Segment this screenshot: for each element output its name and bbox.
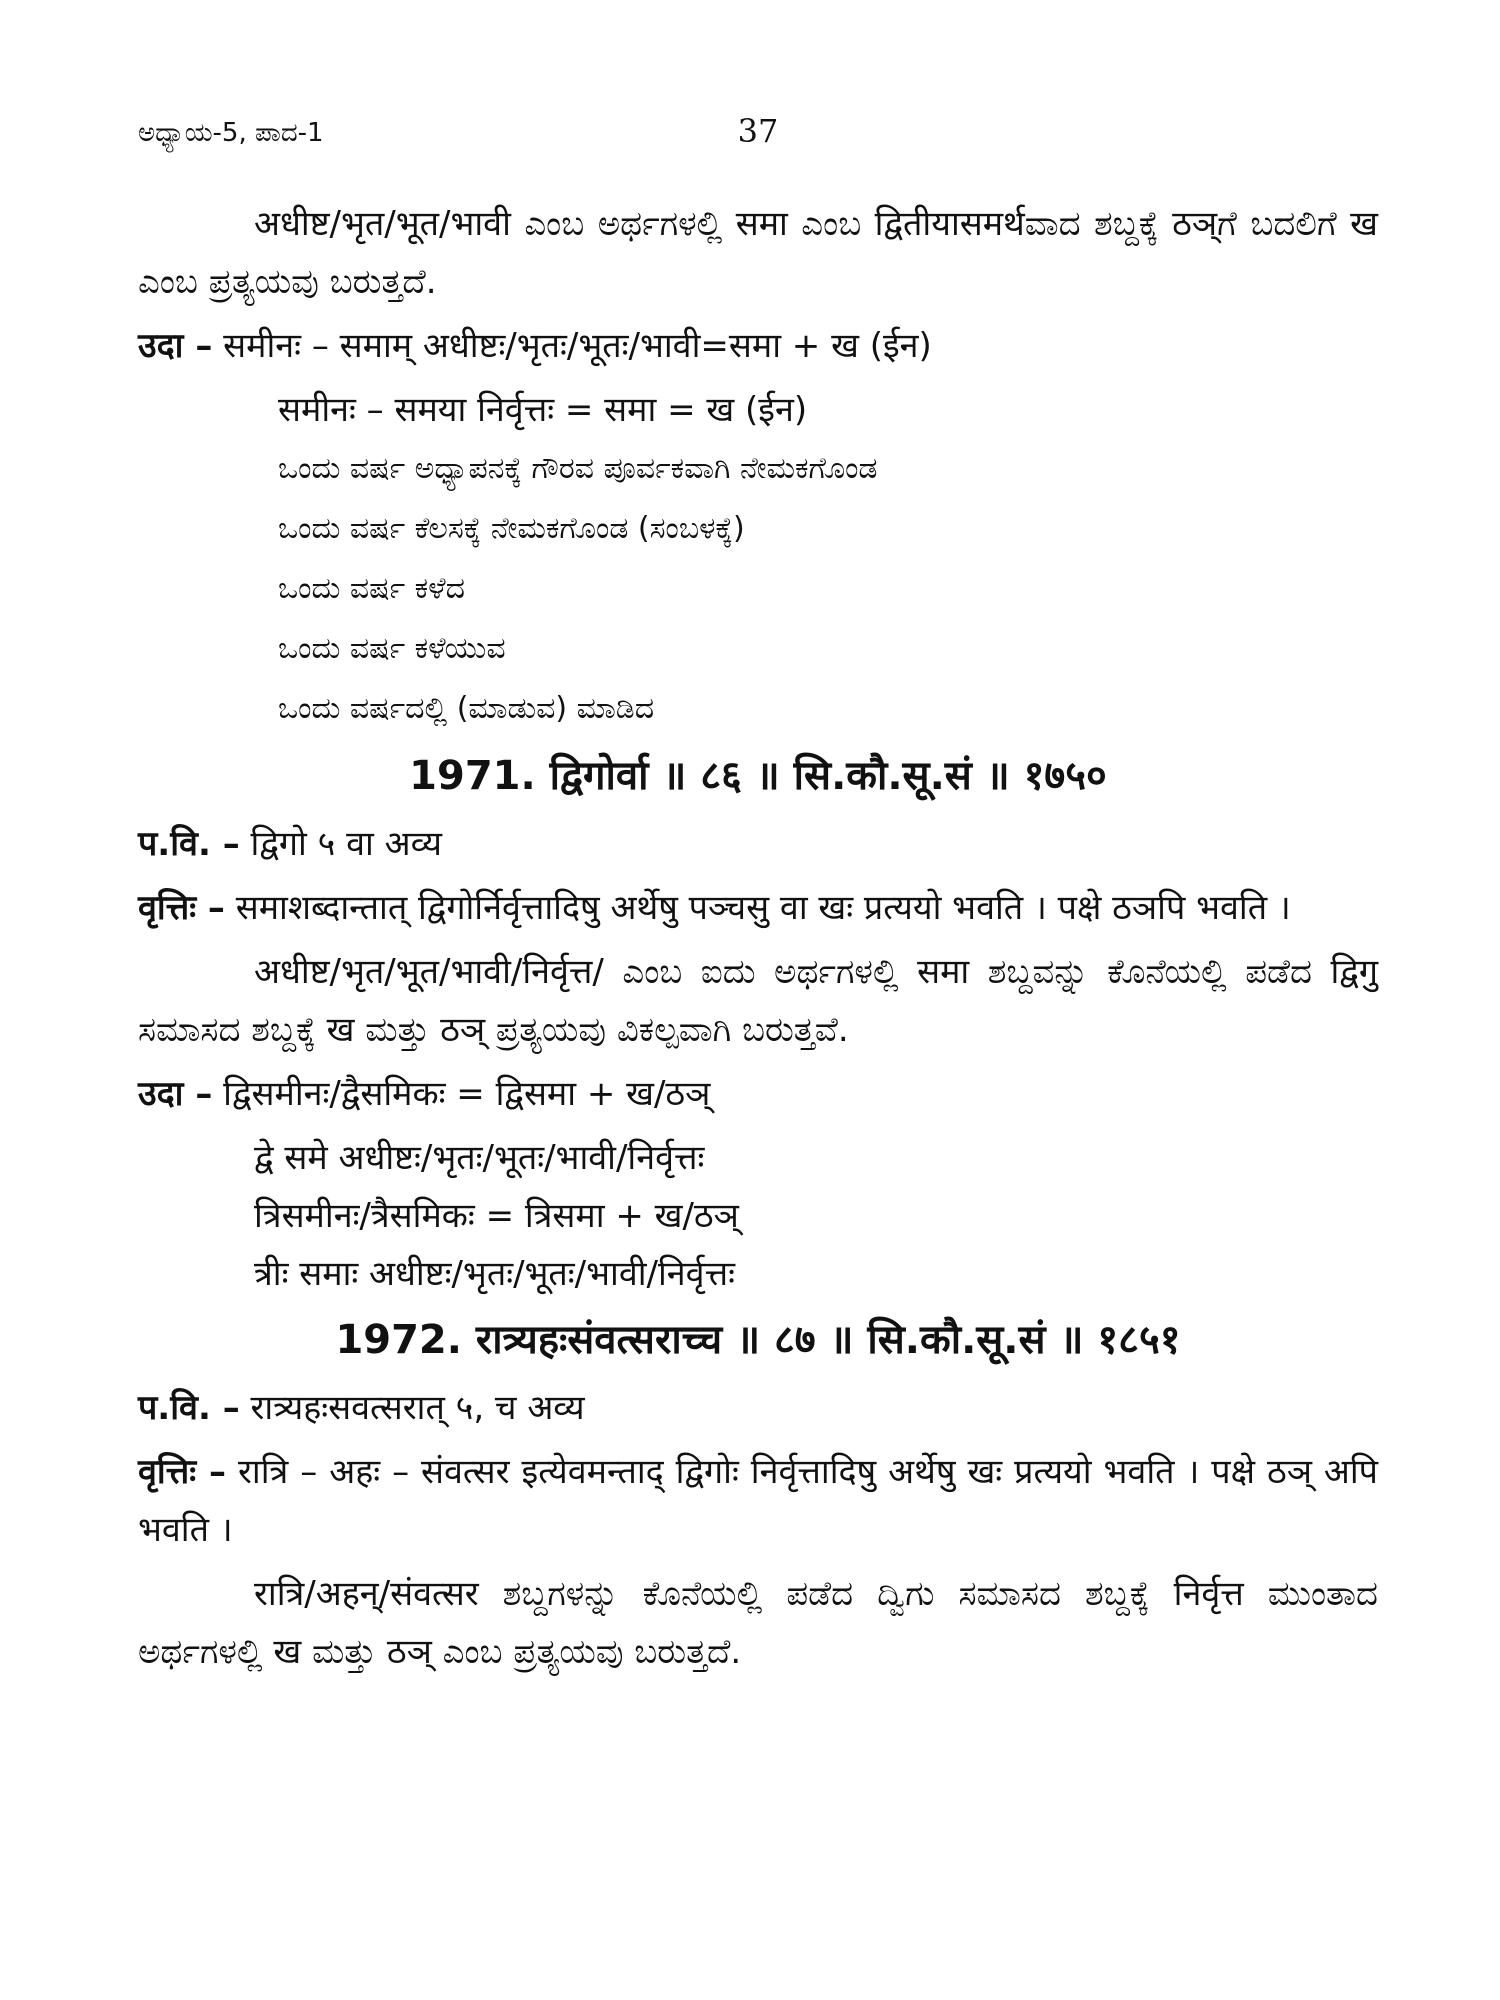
padaviveka-1971 bbox=[138, 815, 1378, 873]
explanation-1971: अधीष्ट/भृत/भूत/भावी/निर्वृत्त/ ಎಂಬ ಐದು ಅರ್ಥಗಳಲ್ಲಿ समा ಶಬ್ದವನ್ನು ಕೊನೆಯಲ್ಲಿ ಪಡೆದ द्विगु ಸಮಾಸದ ಶಬ್ದಕ್ಕೆ ख ಮತ್ತು ठञ् ಪ್ರತ್ಯಯವು ವಿಕಲ್ಪವಾಗಿ ಬರುತ್ತವೆ. bbox=[138, 952, 1378, 1050]
page-number: 37 bbox=[737, 112, 779, 150]
vritti-1971 bbox=[138, 879, 1378, 937]
padaviveka-text: द्विगो ५ वा अव्य bbox=[250, 824, 442, 864]
meaning-line: ಒಂದು ವರ್ಷ ಕೆಲಸಕ್ಕೆ ನೇಮಕಗೊಂಡ (ಸಂಬಳಕ್ಕೆ) bbox=[278, 511, 745, 546]
page-header bbox=[138, 112, 1378, 156]
meaning-line: ಒಂದು ವರ್ಷ ಅಧ್ಯಾಪನಕ್ಕೆ ಗೌರವ ಪೂರ್ವಕವಾಗಿ ನೇಮಕಗೊಂಡ bbox=[278, 451, 878, 486]
example-label: उदा – bbox=[138, 1074, 213, 1114]
example-text: द्विसमीनः/द्वैसमिकः = द्विसमा + ख/ठञ् bbox=[223, 1074, 711, 1114]
vritti-text: रात्रि – अहः – संवत्सर इत्येवमन्ताद् द्विगोः निर्वृत्तादिषु अर्थेषु खः प्रत्ययो भवति । पक्षे ठञ् अपि भवति । bbox=[138, 1452, 1378, 1550]
padaviveka-1972 bbox=[138, 1379, 1378, 1437]
chapter-label: ಅಧ್ಯಾಯ-5, ಪಾದ-1 bbox=[138, 118, 324, 148]
example-label: उदा – bbox=[138, 326, 213, 366]
example-line-2: समीनः – समया निर्वृत्तः = समा = ख (ईन) bbox=[278, 390, 808, 430]
sutra-heading-1972: 1972. रात्र्यहःसंवत्सराच्च ॥ ८७ ॥ सि.कौ.सू.सं ॥ १८५१ bbox=[335, 1317, 1181, 1363]
padaviveka-label: प.वि. – bbox=[138, 1388, 240, 1428]
vritti-text: समाशब्दान्तात् द्विगोर्निर्वृत्तादिषु अर्थेषु पञ्चसु वा खः प्रत्ययो भवति । पक्षे ठञपि भवति । bbox=[235, 888, 1291, 928]
intro-paragraph: अधीष्ट/भृत/भूत/भावी ಎಂಬ ಅರ್ಥಗಳಲ್ಲಿ समा ಎಂಬ द्वितीयासमर्थವಾದ ಶಬ್ದಕ್ಕೆ ठञ्‌ಗೆ ಬದಲಿಗೆ ख ಎಂಬ ಪ್ರತ್ಯಯವು ಬರುತ್ತದೆ. bbox=[138, 204, 1378, 302]
example-1971-line-1 bbox=[138, 1065, 1378, 1123]
example-1971-line: द्वे समे अधीष्टः/भृतः/भूतः/भावी/निर्वृत्तः bbox=[254, 1138, 705, 1178]
page-content bbox=[138, 195, 1378, 1687]
padaviveka-label: प.वि. – bbox=[138, 824, 240, 864]
example-line-1 bbox=[138, 317, 1378, 375]
example-text: समीनः – समाम् अधीष्टः/भृतः/भूतः/भावी=समा + ख (ईन) bbox=[223, 326, 932, 366]
meaning-line: ಒಂದು ವರ್ಷ ಕಳೆದ bbox=[278, 571, 466, 606]
vritti-label: वृत्तिः – bbox=[138, 1452, 227, 1492]
vritti-label: वृत्तिः – bbox=[138, 888, 225, 928]
explanation-1972: रात्रि/अहन्/संवत्सर ಶಬ್ದಗಳನ್ನು ಕೊನೆಯಲ್ಲಿ ಪಡೆದ ದ್ವಿಗು ಸಮಾಸದ ಶಬ್ದಕ್ಕೆ निर्वृत्त ಮುಂತಾದ ಅರ್ಥಗಳಲ್ಲಿ ख ಮತ್ತು ठञ् ಎಂಬ ಪ್ರತ್ಯಯವು ಬರುತ್ತದೆ. bbox=[138, 1574, 1378, 1672]
example-1971-line: त्रीः समाः अधीष्टः/भृतः/भूतः/भावी/निर्वृत्तः bbox=[254, 1254, 735, 1294]
vritti-1972 bbox=[138, 1443, 1378, 1559]
example-1971-line: त्रिसमीनः/त्रैसमिकः = त्रिसमा + ख/ठञ् bbox=[254, 1196, 739, 1236]
sutra-heading-1971: 1971. द्विगोर्वा ॥ ८६ ॥ सि.कौ.सू.सं ॥ १७५० bbox=[409, 753, 1107, 799]
meaning-line: ಒಂದು ವರ್ಷ ಕಳೆಯುವ bbox=[278, 631, 506, 666]
padaviveka-text: रात्र्यहःसवत्सरात् ५, च अव्य bbox=[250, 1388, 585, 1428]
meaning-line: ಒಂದು ವರ್ಷದಲ್ಲಿ (ಮಾಡುವ) ಮಾಡಿದ bbox=[278, 691, 655, 726]
